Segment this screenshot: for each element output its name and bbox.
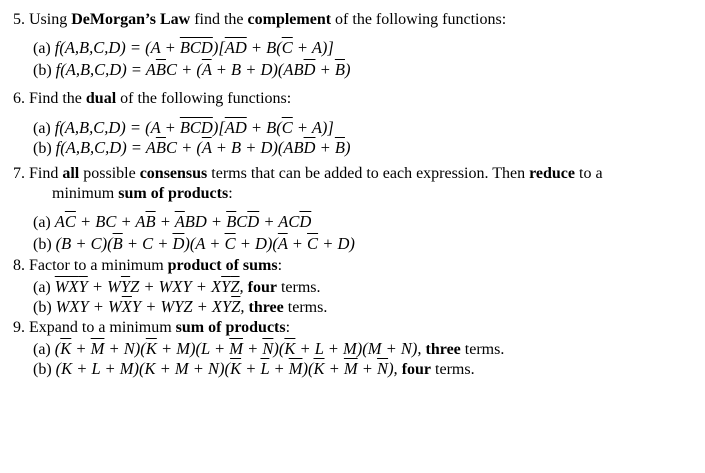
q7-line2-post: :: [228, 185, 233, 202]
q5-law: DeMorgan’s Law: [71, 11, 191, 28]
q8-keyword: product of sums: [167, 257, 278, 274]
q5-b-label: (b): [33, 62, 52, 79]
question-7-heading: [13, 164, 603, 184]
q7-rest: to a: [575, 165, 603, 182]
q9-b-label: (b): [33, 361, 52, 378]
q9-a-suffix: terms.: [460, 341, 505, 358]
q7-a-label: (a): [33, 214, 51, 231]
q5-rest: of the following functions:: [331, 11, 507, 28]
q7-part-b: [33, 234, 355, 255]
q6-b-label: (b): [33, 140, 52, 157]
q6-a-label: (a): [33, 120, 51, 137]
question-6-heading: [13, 89, 291, 109]
q8-part-b: [33, 297, 327, 318]
q7-b-label: (b): [33, 236, 52, 253]
q6-part-a: [33, 118, 334, 139]
q5-a-label: (a): [33, 40, 51, 57]
q9-a-expression: $(\overline{K} + \overline{M} + N)(\overline{K} + M)(L + \overline{M} + \overline{N})(\overline{K} + L + M)(M + N)$,: [54, 339, 422, 358]
q7-sop: sum of products: [118, 185, 229, 202]
q7-a-expression: $A\overline{C}$ + BC + $A\overline{B} + \overline{A}BD + \overline{B}C\overline{D} + AC\overline{D}$: [54, 212, 312, 231]
q5-part-b: [33, 60, 350, 81]
q5-mid: find the: [190, 11, 248, 28]
q5-b-expression: $f(A,B,C,D) = A\overline{B}C + (\overline{A} + B + D)(AB\overline{D} + \overline{B})$: [55, 60, 351, 79]
q8-b-count: three: [248, 299, 284, 316]
q8-a-suffix: terms.: [276, 279, 321, 296]
q9-intro: 9. Expand to a minimum: [13, 319, 176, 336]
q8-a-label: (a): [33, 279, 51, 296]
q8-b-expression: WXY + $W\overline{X}Y$ + WYZ + $XY\overline{Z}$,: [55, 297, 245, 316]
q7-reduce: reduce: [529, 165, 575, 182]
q5-intro: 5. Using: [13, 11, 72, 28]
q9-a-count: three: [425, 341, 461, 358]
q8-a-expression: $\overline{W}\overline{X}\overline{Y} + W\overline{Y}Z$ + WXY + $X\overline{Y}\overline{Z}$,: [54, 277, 244, 296]
q7-part-a: [33, 212, 311, 233]
question-5-heading: [13, 10, 506, 30]
q6-b-expression: $f(A,B,C,D) = A\overline{B}C + (\overline{A} + B + D)(AB\overline{D} + \overline{B})$: [55, 138, 351, 157]
q9-part-a: [33, 339, 504, 360]
q7-mid1: possible: [79, 165, 140, 182]
q8-intro: 8. Factor to a minimum: [13, 257, 168, 274]
q9-keyword: sum of products: [175, 319, 286, 336]
q8-b-suffix: terms.: [283, 299, 328, 316]
q6-keyword: dual: [85, 90, 117, 107]
q7-b-expression: $(B + C)(\overline{B} + C + \overline{D})(A + \overline{C} + D)(\overline{A} + \overline{C} + D)$: [55, 234, 355, 253]
question-9-heading: [13, 318, 290, 338]
q6-a-expression: $f(A,B,C,D) = (A + \overline{BCD})[\overline{AD} + B(\overline{C} + A)]$: [54, 118, 334, 137]
question-7-heading-cont: [52, 184, 233, 204]
q9-b-count: four: [401, 361, 432, 378]
q5-a-expression: $f(A,B,C,D) = (A + \overline{BCD})[\overline{AD} + B(\overline{C} + A)]$: [54, 38, 334, 57]
q9-a-label: (a): [33, 341, 51, 358]
q7-intro: 7. Find: [13, 165, 63, 182]
q5-keyword: complement: [247, 11, 332, 28]
q9-b-suffix: terms.: [431, 361, 475, 378]
q7-all: all: [62, 165, 80, 182]
q6-rest: of the following functions:: [116, 90, 292, 107]
q5-part-a: [33, 38, 334, 59]
q8-b-label: (b): [33, 299, 52, 316]
q6-intro: 6. Find the: [13, 90, 86, 107]
q9-b-expression: $(K + L + M)(K + M + N)(\overline{K} + \overline{L} + \overline{M})(\overline{K} + \overline{M} + \overline{N})$,: [55, 359, 398, 378]
q9-rest: :: [285, 319, 291, 336]
q8-rest: :: [277, 257, 283, 274]
question-8-heading: [13, 256, 282, 276]
q6-part-b: [33, 138, 350, 159]
q7-line2-pre: minimum: [52, 185, 119, 202]
q8-part-a: [33, 277, 321, 298]
q8-a-count: four: [247, 279, 277, 296]
q7-consensus: consensus: [139, 165, 208, 182]
q7-mid2: terms that can be added to each expression. Then: [207, 165, 530, 182]
q9-part-b: [33, 359, 475, 380]
